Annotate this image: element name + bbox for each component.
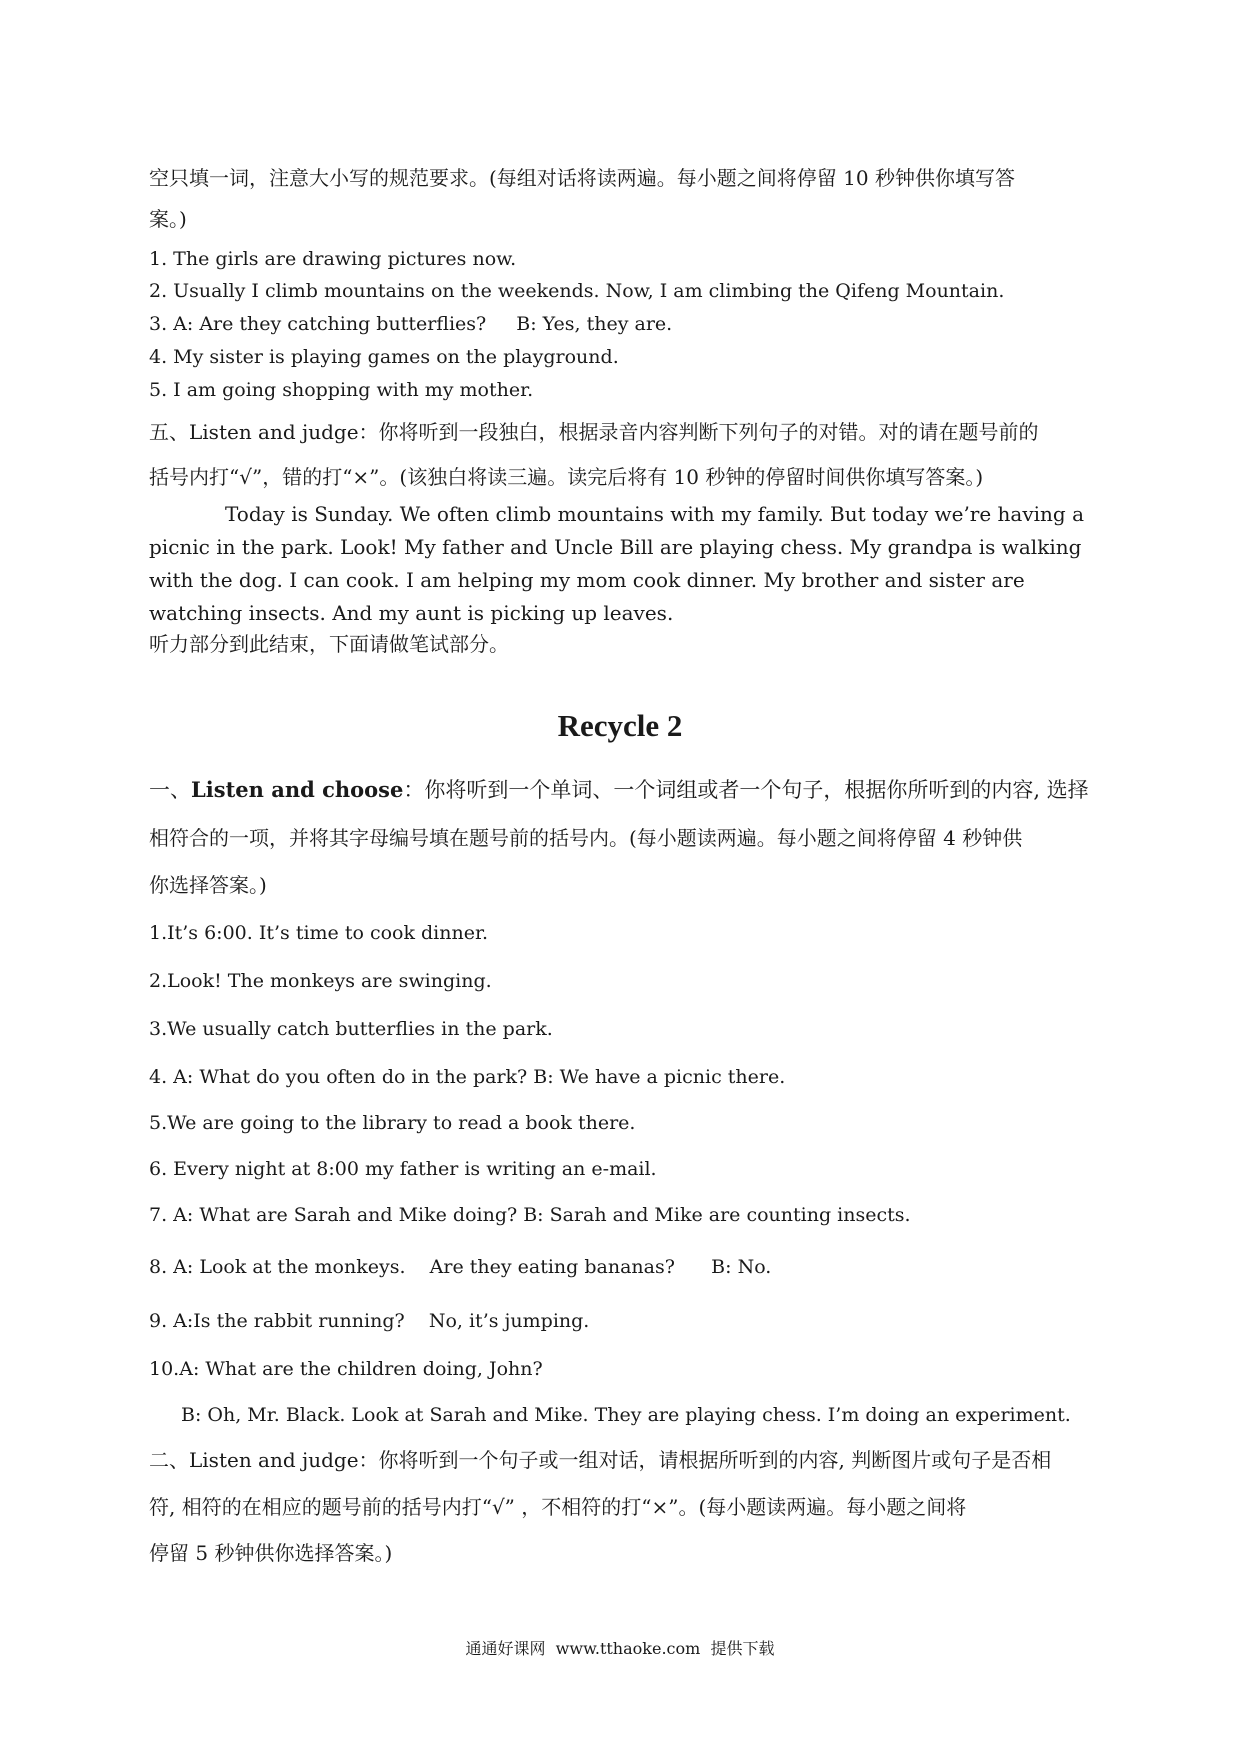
list-item: [149, 312, 672, 336]
list-item: 8. A: Look at the monkeys. Are they eating bananas? B: No.: [149, 1256, 772, 1278]
list-item: 5.We are going to the library to read a book there.: [149, 1112, 636, 1134]
part2-instruction-line-3: 停留 5 秒钟供你选择答案。): [149, 1541, 393, 1565]
listening-passage: Today is Sunday. We often climb mountains with my family. But today we’re having a picnic in the park. Look! My father and Uncle Bill are playing chess. My grandpa is walking with the dog. I can cook. I am helping my mom cook dinner. My brother and sister are watching insects. And my aunt is picking up leaves.: [149, 502, 1085, 625]
list-item: 9. A:Is the rabbit running? No, it’s jumping.: [149, 1310, 590, 1332]
end-note: 听力部分到此结束，下面请做笔试部分。: [149, 632, 509, 656]
part2-instruction-line-2: 符, 相符的在相应的题号前的括号内打“√” ，不相符的打“×”。(每小题读两遍。每小题之间将: [149, 1495, 967, 1519]
list-item: 4. My sister is playing games on the playground.: [149, 346, 619, 368]
list-item: 3.We usually catch butterflies in the park.: [149, 1018, 553, 1040]
question-a: 3. A: Are they catching butterflies?: [149, 313, 487, 335]
list-item: 6. Every night at 8:00 my father is writing an e-mail.: [149, 1158, 657, 1180]
list-item: 7. A: What are Sarah and Mike doing? B: Sarah and Mike are counting insects.: [149, 1204, 911, 1226]
section-instruction-line-2: 括号内打“√”，错的打“×”。(该独白将读三遍。读完后将有 10 秒钟的停留时间供你填写答案。): [149, 465, 984, 489]
list-item: 1.It’s 6:00. It’s time to cook dinner.: [149, 922, 489, 944]
list-item: 5. I am going shopping with my mother.: [149, 379, 534, 401]
part1-number: 一、: [149, 778, 191, 802]
page-title: Recycle 2: [557, 708, 683, 743]
answer-b: B: Yes, they are.: [516, 313, 673, 335]
part1-heading: [149, 778, 1089, 802]
intro-line-1: 空只填一词，注意大小写的规范要求。(每组对话将读两遍。每小题之间将停留 10 秒钟供你填写答: [149, 166, 1015, 190]
list-item: 2.Look! The monkeys are swinging.: [149, 970, 492, 992]
section-instruction: 你将听到一段独白，根据录音内容判断下列句子的对错。对的请在题号前的: [378, 420, 1039, 444]
list-item: 1. The girls are drawing pictures now.: [149, 248, 517, 270]
page-footer: 通通好课网 www.tthaoke.com 提供下载: [465, 1639, 775, 1658]
list-item: 2. Usually I climb mountains on the weekends. Now, I am climbing the Qifeng Mountain.: [149, 280, 1005, 302]
list-item: 10.A: What are the children doing, John?: [149, 1358, 543, 1380]
list-item: B: Oh, Mr. Black. Look at Sarah and Mike. They are playing chess. I’m doing an experiment.: [181, 1404, 1071, 1426]
section-label: 五、Listen and judge：: [149, 420, 379, 444]
part1-instruction: ：你将听到一个单词、一个词组或者一个句子，根据你所听到的内容, 选择: [403, 778, 1089, 802]
part2-heading: 二、Listen and judge：你将听到一个句子或一组对话，请根据所听到的内容, 判断图片或句子是否相: [149, 1448, 1052, 1472]
part1-instruction-line-2: 相符合的一项，并将其字母编号填在题号前的括号内。(每小题读两遍。每小题之间将停留 4 秒钟供: [149, 826, 1023, 850]
part1-label: Listen and choose: [191, 777, 404, 802]
section-heading: [149, 420, 1039, 444]
part1-instruction-line-3: 你选择答案。): [149, 873, 267, 897]
list-item: 4. A: What do you often do in the park? B: We have a picnic there.: [149, 1066, 786, 1088]
intro-line-2: 案。): [149, 207, 187, 231]
